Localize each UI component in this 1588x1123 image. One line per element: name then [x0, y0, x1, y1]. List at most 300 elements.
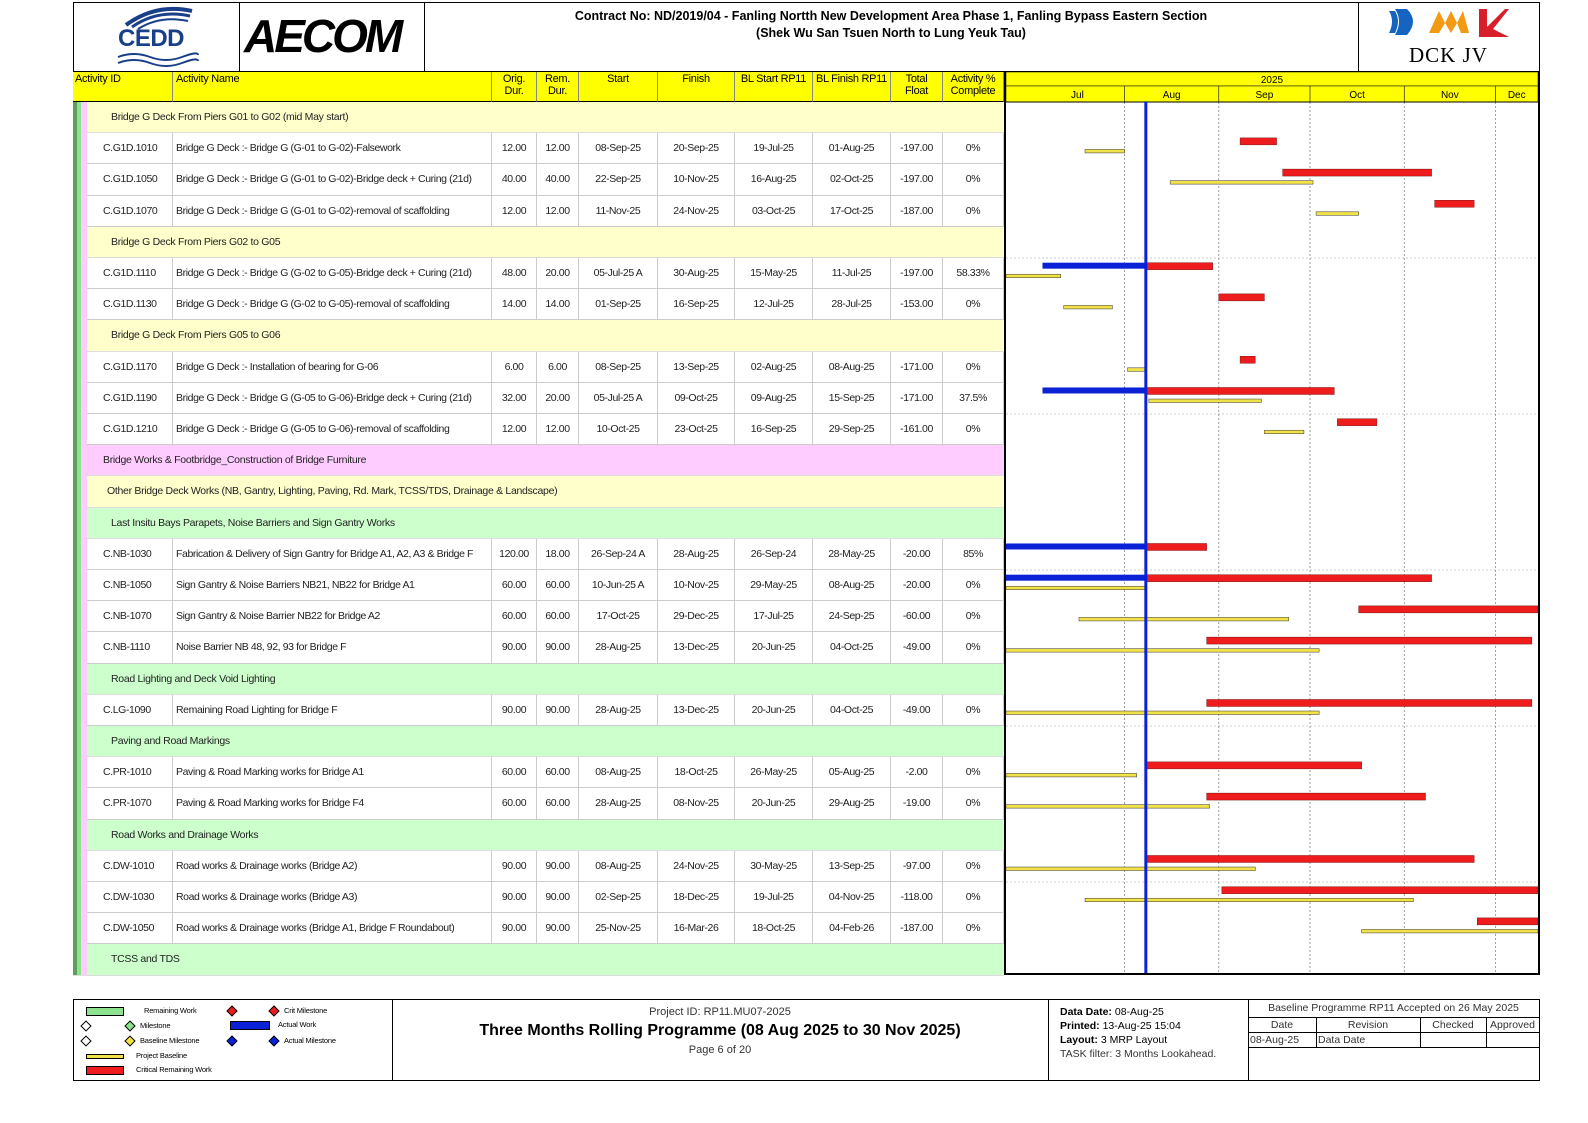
baseline-bar — [1079, 617, 1289, 621]
actual-work-bar — [1006, 575, 1146, 581]
footer-printed: Printed: 13-Aug-25 15:04 — [1060, 1020, 1181, 1032]
activity-name: Noise Barrier NB 48, 92, 93 for Bridge F — [173, 632, 492, 662]
bl-finish-date: 29-Sep-25 — [813, 414, 891, 444]
start-date: 28-Aug-25 — [579, 695, 658, 725]
pct-complete: 0% — [943, 601, 1004, 631]
activity-row[interactable] — [73, 414, 1004, 445]
bl-start-date: 30-May-25 — [735, 851, 813, 881]
legend-blue-bar-icon — [230, 1021, 270, 1030]
wbs-group-label: Bridge G Deck From Piers G02 to G05 — [111, 235, 281, 248]
activity-id: C.G1D.1210 — [100, 414, 173, 444]
start-date: 17-Oct-25 — [579, 601, 658, 631]
rev-header-checked: Checked — [1432, 1019, 1474, 1031]
rem-dur: 90.00 — [537, 851, 579, 881]
activity-name: Fabrication & Delivery of Sign Gantry for Bridge A1, A2, A3 & Bridge F — [173, 539, 492, 569]
revision-table — [1248, 1000, 1539, 1080]
footer-task-filter: TASK filter: 3 Months Lookahead. — [1060, 1048, 1217, 1060]
bl-finish-date: 04-Oct-25 — [813, 632, 891, 662]
activity-id: C.G1D.1070 — [100, 196, 173, 226]
orig-dur: 6.00 — [492, 352, 537, 382]
bl-start-date: 20-Jun-25 — [735, 695, 813, 725]
crit-red-diamond-icon — [226, 1005, 237, 1016]
orig-dur: 12.00 — [492, 196, 537, 226]
total-float: -2.00 — [891, 757, 943, 787]
rem-dur: 90.00 — [537, 695, 579, 725]
orig-dur: 90.00 — [492, 632, 537, 662]
timescale-month-label: Oct — [1349, 90, 1365, 101]
baseline-bar — [1149, 399, 1261, 403]
start-date: 25-Nov-25 — [579, 913, 658, 943]
activity-name: Remaining Road Lighting for Bridge F — [173, 695, 492, 725]
bl-finish-date: 13-Sep-25 — [813, 851, 891, 881]
total-float: -153.00 — [891, 289, 943, 319]
orig-dur: 60.00 — [492, 601, 537, 631]
baseline-bar — [1085, 898, 1413, 902]
legend-red-bar-icon — [86, 1066, 124, 1075]
baseline-bar — [1362, 929, 1538, 933]
activity-name: Bridge G Deck :- Bridge G (G-05 to G-06)-Bridge deck + Curing (21d) — [173, 383, 492, 413]
activity-row[interactable] — [73, 539, 1004, 570]
timescale-month-label: Nov — [1440, 90, 1459, 101]
aecom-logo — [240, 3, 425, 71]
orig-dur: 90.00 — [492, 851, 537, 881]
activity-name: Bridge G Deck :- Installation of bearing for G-06 — [173, 352, 492, 382]
activity-row[interactable] — [73, 788, 1004, 819]
total-float: -49.00 — [891, 632, 943, 662]
total-float: -197.00 — [891, 133, 943, 163]
rem-dur: 60.00 — [537, 757, 579, 787]
activity-id: C.LG-1090 — [100, 695, 173, 725]
bl-start-date: 18-Oct-25 — [735, 913, 813, 943]
total-float: -171.00 — [891, 383, 943, 413]
activity-name: Sign Gantry & Noise Barrier NB22 for Bridge A2 — [173, 601, 492, 631]
activity-name: Bridge G Deck :- Bridge G (G-01 to G-02)-removal of scaffolding — [173, 196, 492, 226]
legend-project-baseline: Project Baseline — [86, 1051, 187, 1060]
legend-critical-remaining-work: Critical Remaining Work — [86, 1065, 212, 1075]
rev-header-approved: Approved — [1490, 1019, 1535, 1031]
wbs-group-label: Bridge G Deck From Piers G05 to G06 — [111, 329, 281, 342]
finish-date: 16-Sep-25 — [658, 289, 735, 319]
baseline-bar — [1085, 149, 1125, 153]
bl-start-date: 15-May-25 — [735, 258, 813, 288]
milestone-diamond-icon — [80, 1020, 91, 1031]
activity-row[interactable] — [73, 695, 1004, 726]
bl-start-date: 16-Sep-25 — [735, 414, 813, 444]
baseline-bar — [1128, 368, 1146, 372]
rem-dur: 90.00 — [537, 913, 579, 943]
report-footer — [73, 999, 1540, 1081]
column-header-rem-dur[interactable]: Rem. Dur. — [537, 72, 579, 102]
start-date: 10-Jun-25 A — [579, 570, 658, 600]
baseline-bar — [1006, 773, 1137, 777]
activity-row[interactable] — [73, 601, 1004, 632]
bl-finish-date: 24-Sep-25 — [813, 601, 891, 631]
activity-name: Road works & Drainage works (Bridge A2) — [173, 851, 492, 881]
wbs-group-label: Road Lighting and Deck Void Lighting — [111, 672, 276, 685]
bl-start-date: 03-Oct-25 — [735, 196, 813, 226]
gantt-chart — [1004, 72, 1540, 975]
activity-row[interactable] — [73, 632, 1004, 663]
bl-start-date: 19-Jul-25 — [735, 133, 813, 163]
orig-dur: 12.00 — [492, 414, 537, 444]
orig-dur: 60.00 — [492, 570, 537, 600]
legend-actual-milestone: Actual Milestone — [228, 1036, 336, 1045]
rem-dur: 60.00 — [537, 601, 579, 631]
start-date: 22-Sep-25 — [579, 164, 658, 194]
activity-row[interactable] — [73, 258, 1004, 289]
column-header-start[interactable]: Start — [579, 72, 658, 102]
critical-remaining-bar — [1435, 200, 1475, 207]
timescale-month-label: Dec — [1507, 90, 1526, 101]
activity-table — [73, 102, 1004, 975]
finish-date: 24-Nov-25 — [658, 851, 735, 881]
bl-finish-date: 17-Oct-25 — [813, 196, 891, 226]
orig-dur: 120.00 — [492, 539, 537, 569]
finish-date: 18-Oct-25 — [658, 757, 735, 787]
bl-start-date: 09-Aug-25 — [735, 383, 813, 413]
activity-name: Road works & Drainage works (Bridge A3) — [173, 882, 492, 912]
start-date: 28-Aug-25 — [579, 788, 658, 818]
orig-dur: 12.00 — [492, 133, 537, 163]
legend-remaining-work: Remaining Work — [86, 1006, 197, 1016]
activity-name: Bridge G Deck :- Bridge G (G-02 to G-05)-Bridge deck + Curing (21d) — [173, 258, 492, 288]
baseline-bar — [1006, 274, 1061, 278]
cedd-logo — [74, 3, 240, 71]
activity-name: Bridge G Deck :- Bridge G (G-02 to G-05)-removal of scaffolding — [173, 289, 492, 319]
actual-work-bar — [1042, 263, 1145, 269]
start-date: 02-Sep-25 — [579, 882, 658, 912]
total-float: -187.00 — [891, 913, 943, 943]
start-date: 26-Sep-24 A — [579, 539, 658, 569]
activity-row[interactable] — [73, 196, 1004, 227]
wbs-group-row[interactable] — [73, 445, 1004, 476]
baseline-bar — [1006, 649, 1319, 653]
timescale-month-label: Aug — [1162, 90, 1181, 101]
finish-date: 30-Aug-25 — [658, 258, 735, 288]
legend-yellow-bar-icon — [86, 1054, 124, 1059]
bl-finish-date: 04-Feb-26 — [813, 913, 891, 943]
bl-finish-date: 02-Oct-25 — [813, 164, 891, 194]
activity-id: C.DW-1030 — [100, 882, 173, 912]
finish-date: 23-Oct-25 — [658, 414, 735, 444]
rem-dur: 12.00 — [537, 414, 579, 444]
activity-id: C.DW-1010 — [100, 851, 173, 881]
timescale-month-label: Sep — [1255, 90, 1274, 101]
activity-name: Paving & Road Marking works for Bridge F4 — [173, 788, 492, 818]
activity-name: Road works & Drainage works (Bridge A1, Bridge F Roundabout) — [173, 913, 492, 943]
critical-remaining-bar — [1222, 887, 1538, 894]
orig-dur: 60.00 — [492, 788, 537, 818]
activity-id: C.G1D.1130 — [100, 289, 173, 319]
finish-date: 09-Oct-25 — [658, 383, 735, 413]
finish-date: 13-Dec-25 — [658, 695, 735, 725]
contract-title-line2: (Shek Wu San Tsuen North to Lung Yeuk Tau) — [756, 26, 1026, 40]
wbs-group-row[interactable] — [73, 820, 1004, 851]
wbs-group-row[interactable] — [73, 102, 1004, 133]
orig-dur: 14.00 — [492, 289, 537, 319]
critical-remaining-bar — [1240, 138, 1276, 145]
column-header-finish[interactable]: Finish — [658, 72, 735, 102]
activity-id: C.G1D.1190 — [100, 383, 173, 413]
pct-complete: 0% — [943, 851, 1004, 881]
bl-finish-date: 04-Oct-25 — [813, 695, 891, 725]
pct-complete: 0% — [943, 570, 1004, 600]
total-float: -197.00 — [891, 164, 943, 194]
wbs-group-row[interactable] — [73, 726, 1004, 757]
activity-row[interactable] — [73, 570, 1004, 601]
wbs-group-label: Paving and Road Markings — [111, 735, 230, 748]
legend-milestone: Milestone — [82, 1021, 170, 1030]
footer-dates-block — [1048, 1000, 1249, 1080]
activity-id: C.NB-1050 — [100, 570, 173, 600]
bl-finish-date: 28-May-25 — [813, 539, 891, 569]
column-header-activity-id[interactable]: Activity ID — [73, 72, 173, 102]
cedd-logo-text: CEDD — [118, 25, 185, 52]
activity-row[interactable] — [73, 913, 1004, 944]
rem-dur: 60.00 — [537, 570, 579, 600]
critical-remaining-bar — [1240, 356, 1255, 363]
total-float: -60.00 — [891, 601, 943, 631]
rev-header-revision: Revision — [1347, 1019, 1389, 1031]
actual-blue-diamond-icon — [226, 1035, 237, 1046]
start-date: 10-Oct-25 — [579, 414, 658, 444]
critical-remaining-bar — [1146, 387, 1334, 394]
rem-dur: 90.00 — [537, 882, 579, 912]
bl-start-date: 02-Aug-25 — [735, 352, 813, 382]
critical-remaining-bar — [1146, 263, 1213, 270]
baseline-diamond-icon — [80, 1035, 91, 1046]
rem-dur: 18.00 — [537, 539, 579, 569]
activity-row[interactable] — [73, 352, 1004, 383]
bl-start-date: 26-Sep-24 — [735, 539, 813, 569]
actual-blue-diamond-icon-2 — [268, 1035, 279, 1046]
pct-complete: 0% — [943, 757, 1004, 787]
pct-complete: 0% — [943, 632, 1004, 662]
baseline-bar — [1170, 181, 1313, 185]
baseline-bar — [1006, 805, 1210, 809]
activity-id: C.NB-1030 — [100, 539, 173, 569]
critical-remaining-bar — [1283, 169, 1432, 176]
activity-id: C.G1D.1010 — [100, 133, 173, 163]
orig-dur: 60.00 — [492, 757, 537, 787]
milestone-green-diamond-icon — [124, 1020, 135, 1031]
legend-baseline-milestone: Baseline Milestone — [82, 1036, 199, 1045]
baseline-accepted-title: Baseline Programme RP11 Accepted on 26 May 2025 — [1268, 1002, 1519, 1014]
column-header-total-float[interactable]: Total Float — [891, 72, 943, 102]
critical-remaining-bar — [1359, 606, 1538, 613]
baseline-bar — [1006, 867, 1255, 871]
dck-logo-icon — [1359, 3, 1540, 43]
wbs-group-row[interactable] — [73, 664, 1004, 695]
total-float: -20.00 — [891, 539, 943, 569]
dck-logo — [1358, 3, 1540, 71]
baseline-yellow-diamond-icon — [124, 1035, 135, 1046]
activity-id: C.G1D.1110 — [100, 258, 173, 288]
finish-date: 29-Dec-25 — [658, 601, 735, 631]
wbs-group-row[interactable] — [73, 476, 1004, 507]
wbs-group-row[interactable] — [73, 944, 1004, 975]
finish-date: 13-Dec-25 — [658, 632, 735, 662]
total-float: -97.00 — [891, 851, 943, 881]
finish-date: 20-Sep-25 — [658, 133, 735, 163]
column-header-pct-complete[interactable]: Activity % Complete — [943, 72, 1004, 102]
total-float: -20.00 — [891, 570, 943, 600]
pct-complete: 0% — [943, 352, 1004, 382]
footer-page-number: Page 6 of 20 — [688, 1044, 752, 1056]
pct-complete: 0% — [943, 164, 1004, 194]
column-header-bl-start[interactable]: BL Start RP11 — [735, 72, 813, 102]
pct-complete: 0% — [943, 196, 1004, 226]
activity-name: Paving & Road Marking works for Bridge A1 — [173, 757, 492, 787]
bl-finish-date: 08-Aug-25 — [813, 570, 891, 600]
baseline-bar — [1006, 586, 1146, 590]
bl-finish-date: 08-Aug-25 — [813, 352, 891, 382]
activity-row[interactable] — [73, 164, 1004, 195]
rev-row-revision: Data Date — [1318, 1034, 1366, 1046]
wbs-group-row[interactable] — [73, 227, 1004, 258]
start-date: 05-Jul-25 A — [579, 383, 658, 413]
legend-green-bar-icon — [86, 1007, 124, 1016]
orig-dur: 90.00 — [492, 695, 537, 725]
total-float: -161.00 — [891, 414, 943, 444]
column-header-bl-finish[interactable]: BL Finish RP11 — [813, 72, 891, 102]
rev-header-date: Date — [1270, 1019, 1294, 1031]
baseline-bar — [1264, 430, 1304, 434]
actual-work-bar — [1042, 387, 1145, 393]
aecom-logo-text: AECOM — [244, 10, 401, 62]
activity-name: Bridge G Deck :- Bridge G (G-05 to G-06)-removal of scaffolding — [173, 414, 492, 444]
footer-programme-title: Three Months Rolling Programme (08 Aug 2025 to 30 Nov 2025) — [479, 1022, 961, 1039]
activity-row[interactable] — [73, 133, 1004, 164]
pct-complete: 37.5% — [943, 383, 1004, 413]
activity-row[interactable] — [73, 383, 1004, 414]
critical-remaining-bar — [1146, 855, 1474, 862]
total-float: -19.00 — [891, 788, 943, 818]
activity-id: C.PR-1070 — [100, 788, 173, 818]
orig-dur: 32.00 — [492, 383, 537, 413]
pct-complete: 85% — [943, 539, 1004, 569]
finish-date: 24-Nov-25 — [658, 196, 735, 226]
activity-name: Bridge G Deck :- Bridge G (G-01 to G-02)-Falsework — [173, 133, 492, 163]
rem-dur: 14.00 — [537, 289, 579, 319]
timescale-year-label: 2025 — [1260, 75, 1284, 86]
total-float: -171.00 — [891, 352, 943, 382]
timescale-month-label: Jul — [1071, 90, 1084, 101]
report-header — [73, 2, 1540, 72]
legend — [74, 1000, 393, 1080]
wbs-outline-band — [73, 102, 87, 975]
baseline-bar — [1064, 305, 1113, 309]
total-float: -197.00 — [891, 258, 943, 288]
footer-title-block — [392, 1000, 1049, 1080]
bl-start-date: 19-Jul-25 — [735, 882, 813, 912]
critical-remaining-bar — [1219, 294, 1265, 301]
critical-remaining-bar — [1146, 575, 1432, 582]
activity-row[interactable] — [73, 289, 1004, 320]
start-date: 08-Aug-25 — [579, 851, 658, 881]
activity-row[interactable] — [73, 882, 1004, 913]
activity-row[interactable] — [73, 757, 1004, 788]
contract-title — [425, 3, 1357, 71]
activity-id: C.NB-1110 — [100, 632, 173, 662]
critical-remaining-bar — [1207, 637, 1532, 644]
rem-dur: 40.00 — [537, 164, 579, 194]
bl-finish-date: 04-Nov-25 — [813, 882, 891, 912]
start-date: 11-Nov-25 — [579, 196, 658, 226]
rem-dur: 12.00 — [537, 196, 579, 226]
critical-remaining-bar — [1477, 918, 1538, 925]
bl-start-date: 17-Jul-25 — [735, 601, 813, 631]
bl-start-date: 20-Jun-25 — [735, 632, 813, 662]
activity-name: Sign Gantry & Noise Barriers NB21, NB22 for Bridge A1 — [173, 570, 492, 600]
pct-complete: 0% — [943, 788, 1004, 818]
pct-complete: 0% — [943, 913, 1004, 943]
pct-complete: 0% — [943, 289, 1004, 319]
bl-finish-date: 29-Aug-25 — [813, 788, 891, 818]
finish-date: 18-Dec-25 — [658, 882, 735, 912]
wbs-group-row[interactable] — [73, 508, 1004, 539]
bl-finish-date: 28-Jul-25 — [813, 289, 891, 319]
bl-finish-date: 11-Jul-25 — [813, 258, 891, 288]
start-date: 08-Aug-25 — [579, 757, 658, 787]
dck-logo-text: DCK JV — [1409, 43, 1488, 67]
actual-work-bar — [1006, 543, 1146, 549]
rem-dur: 60.00 — [537, 788, 579, 818]
bl-finish-date: 01-Aug-25 — [813, 133, 891, 163]
rem-dur: 6.00 — [537, 352, 579, 382]
orig-dur: 40.00 — [492, 164, 537, 194]
activity-row[interactable] — [73, 851, 1004, 882]
activity-id: C.NB-1070 — [100, 601, 173, 631]
critical-remaining-bar — [1207, 699, 1532, 706]
critical-remaining-bar — [1146, 762, 1362, 769]
baseline-bar — [1006, 711, 1319, 715]
orig-dur: 90.00 — [492, 882, 537, 912]
wbs-group-label: Bridge Works & Footbridge_Construction of Bridge Furniture — [103, 454, 367, 467]
gantt-canvas — [1006, 72, 1538, 973]
critical-remaining-bar — [1146, 543, 1207, 550]
baseline-bar — [1316, 212, 1359, 216]
rev-row-date: 08-Aug-25 — [1250, 1034, 1300, 1046]
pct-complete: 58.33% — [943, 258, 1004, 288]
start-date: 08-Sep-25 — [579, 352, 658, 382]
pct-complete: 0% — [943, 695, 1004, 725]
critical-remaining-bar — [1207, 793, 1426, 800]
start-date: 28-Aug-25 — [579, 632, 658, 662]
pct-complete: 0% — [943, 414, 1004, 444]
rem-dur: 90.00 — [537, 632, 579, 662]
bl-start-date: 29-May-25 — [735, 570, 813, 600]
finish-date: 13-Sep-25 — [658, 352, 735, 382]
footer-project-id: Project ID: RP11.MU07-2025 — [649, 1006, 791, 1018]
legend-actual-work: Actual Work — [230, 1020, 316, 1030]
bl-finish-date: 05-Aug-25 — [813, 757, 891, 787]
finish-date: 28-Aug-25 — [658, 539, 735, 569]
column-header-activity-name[interactable]: Activity Name — [173, 72, 492, 102]
wbs-group-label: TCSS and TDS — [111, 953, 180, 966]
activity-id: C.DW-1050 — [100, 913, 173, 943]
wbs-group-row[interactable] — [73, 320, 1004, 351]
contract-title-line1: Contract No: ND/2019/04 - Fanling Nortth New Development Area Phase 1, Fanling Bypass Eastern Section — [574, 9, 1208, 23]
wbs-group-label: Bridge G Deck From Piers G01 to G02 (mid May start) — [111, 111, 349, 124]
footer-layout: Layout: 3 MRP Layout — [1060, 1034, 1168, 1046]
activity-id: C.G1D.1170 — [100, 352, 173, 382]
bl-start-date: 16-Aug-25 — [735, 164, 813, 194]
total-float: -49.00 — [891, 695, 943, 725]
pct-complete: 0% — [943, 882, 1004, 912]
legend-crit-milestone: Crit Milestone — [228, 1006, 327, 1015]
column-header-orig-dur[interactable]: Orig. Dur. — [492, 72, 537, 102]
